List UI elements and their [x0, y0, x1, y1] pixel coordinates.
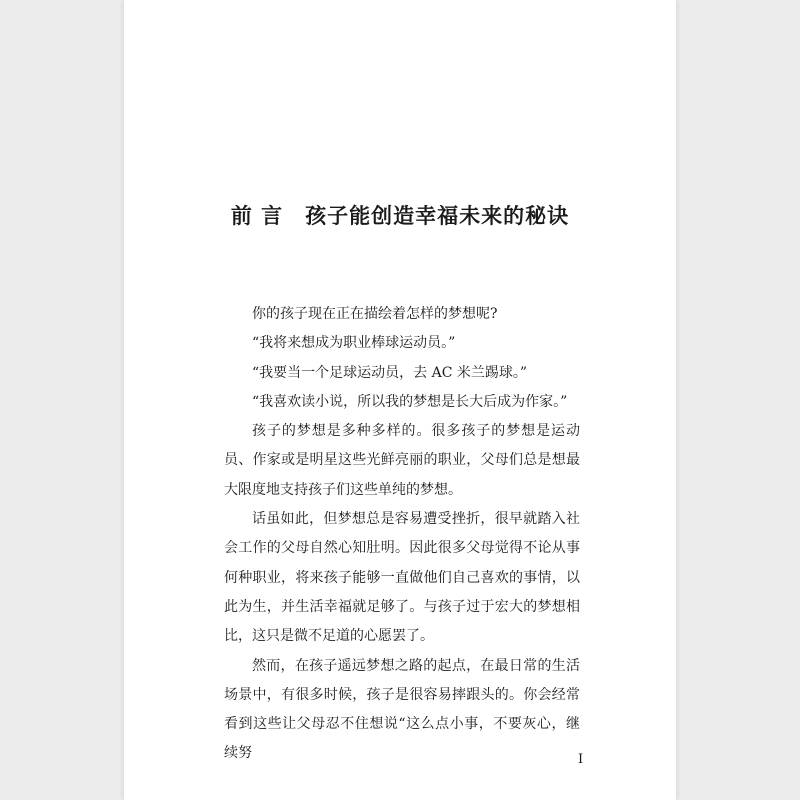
paragraph: “我喜欢读小说，所以我的梦想是长大后成为作家。”: [252, 393, 568, 410]
paragraph: 你的孩子现在正在描绘着怎样的梦想呢?: [252, 306, 498, 322]
paragraph: 孩子的梦想是多种多样的。很多孩子的梦想是运动员、作家或是明星这些光鲜亮丽的职业，父母们总是想最大限度地支持孩子们这些单纯的梦想。: [224, 423, 580, 498]
paragraph: 话虽如此，但梦想总是容易遭受挫折，很早就踏入社会工作的父母自然心知肚明。因此很多父母觉得不论从事何种职业，将来孩子能够一直做他们自己喜欢的事情，以此为生，并生活幸福就足够了。与孩子过于宏大的梦想相比，这只是微不足道的心愿罢了。: [224, 511, 580, 645]
book-page: [124, 0, 676, 800]
paragraph: 然而，在孩子遥远梦想之路的起点，在最日常的生活场景中，有很多时候，孩子是很容易摔跟头的。你会经常看到这些让父母忍不住想说“这么点小事，不要灰心，继续努: [224, 657, 580, 762]
chapter-title: [124, 200, 676, 230]
chapter-label: 前 言: [230, 203, 284, 228]
page-number: I: [578, 752, 584, 767]
page-body: [224, 300, 580, 769]
paragraph: “我要当一个足球运动员，去 AC 米兰踢球。”: [252, 364, 528, 381]
chapter-heading: 孩子能创造幸福未来的秘诀: [305, 203, 570, 228]
paragraph: “我将来想成为职业棒球运动员。”: [252, 335, 456, 352]
